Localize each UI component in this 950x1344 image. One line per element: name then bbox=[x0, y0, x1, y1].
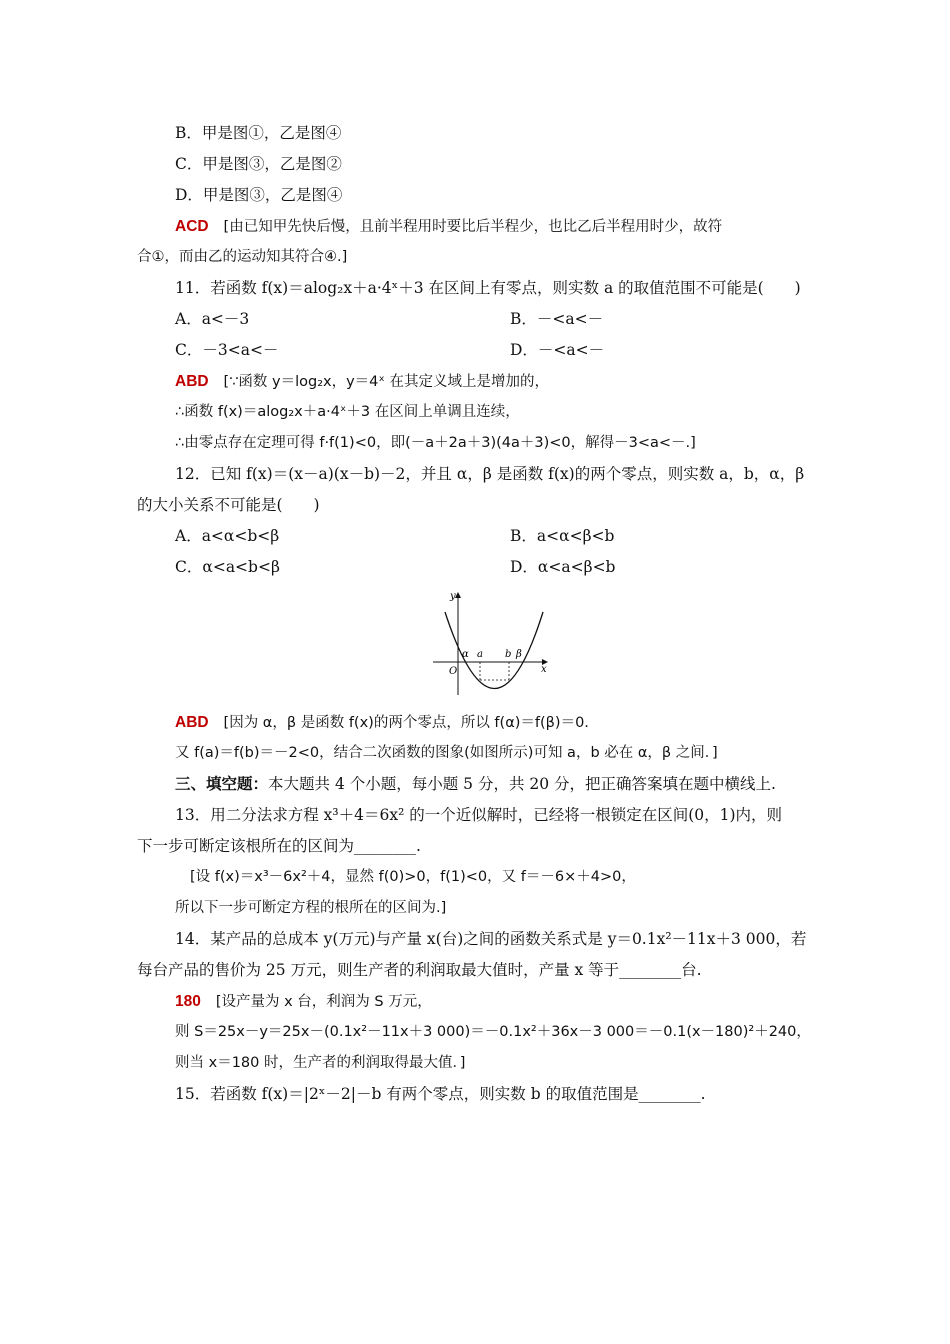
q12-stem-1: 12．已知 f(x)＝(x－a)(x－b)－2，并且 α，β 是函数 f(x)的两个零点，则实数 a，b，α，β bbox=[175, 465, 805, 483]
q12-option-a: A．a<α<b<β bbox=[175, 527, 280, 545]
q11-explain-1: [∵函数 y＝log₂x，y＝4ˣ 在其定义域上是增加的， bbox=[223, 374, 549, 390]
q11-option-d: D．－<a<－ bbox=[510, 341, 605, 359]
q11-option-a: A．a<－3 bbox=[175, 310, 250, 328]
parabola-graph bbox=[425, 585, 555, 700]
section-3-heading bbox=[175, 773, 776, 795]
q12-stem-2: 的大小关系不可能是( ) bbox=[137, 496, 320, 514]
q13-explain-2: 所以下一步可断定方程的根所在的区间为.] bbox=[175, 900, 447, 916]
q14-explain-2: 则 S＝25x－y＝25x－(0.1x²－11x＋3 000)＝－0.1x²＋36x－3 000＝－0.1(x－180)²＋240， bbox=[175, 1024, 811, 1040]
q12-explain-2: 又 f(a)＝f(b)＝－2<0，结合二次函数的图象(如图所示)可知 a，b 必在 α，β 之间．] bbox=[175, 745, 718, 761]
section-3-title: 三、填空题： bbox=[175, 774, 269, 793]
q11-answer: ABD bbox=[175, 373, 209, 390]
q14-stem-1: 14．某产品的总成本 y(万元)与产量 x(台)之间的函数关系式是 y＝0.1x²－11x＋3 000，若 bbox=[175, 930, 807, 948]
q11-stem: 11．若函数 f(x)＝alog₂x＋a·4ˣ＋3 在区间上有零点，则实数 a 的取值范围不可能是( ) bbox=[175, 279, 801, 297]
q10-option-d: D．甲是图③，乙是图④ bbox=[175, 186, 343, 204]
origin-label: O bbox=[449, 666, 458, 677]
alpha-label: α bbox=[462, 649, 469, 660]
q14-explain-3: 则当 x＝180 时，生产者的利润取得最大值．] bbox=[175, 1055, 466, 1071]
q10-explain-2: 合①，而由乙的运动知其符合④.] bbox=[137, 249, 348, 265]
x-label: x bbox=[541, 664, 547, 675]
q10-option-b: B．甲是图①，乙是图④ bbox=[175, 124, 342, 142]
q12-answer-line bbox=[175, 711, 589, 734]
q12-option-b: B．a<α<β<b bbox=[510, 527, 615, 545]
q14-answer-line bbox=[175, 990, 432, 1013]
q15-stem: 15．若函数 f(x)＝|2ˣ－2|－b 有两个零点，则实数 b 的取值范围是________. bbox=[175, 1085, 706, 1103]
q11-option-c: C．－3<a<－ bbox=[175, 341, 279, 359]
q14-explain-1: [设产量为 x 台，利润为 S 万元， bbox=[215, 994, 432, 1010]
q13-stem-2: 下一步可断定该根所在的区间为________. bbox=[137, 837, 421, 855]
q11-option-b: B．－<a<－ bbox=[510, 310, 604, 328]
q14-answer: 180 bbox=[175, 993, 201, 1010]
q10-answer: ACD bbox=[175, 218, 209, 235]
q12-explain-1: [因为 α，β 是函数 f(x)的两个零点，所以 f(α)＝f(β)＝0. bbox=[223, 715, 589, 731]
q10-answer-line bbox=[175, 215, 722, 238]
q10-explain-1: [由已知甲先快后慢，且前半程用时要比后半程少，也比乙后半程用时少，故符 bbox=[223, 219, 723, 235]
parabola-curve bbox=[445, 612, 543, 689]
q12-option-d: D．α<a<β<b bbox=[510, 558, 616, 576]
b-label: b bbox=[505, 649, 512, 660]
beta-label: β bbox=[516, 649, 522, 660]
q13-explain-1: [设 f(x)＝x³－6x²＋4，显然 f(0)>0，f(1)<0，又 f＝－6×＋4>0， bbox=[190, 869, 636, 885]
q13-stem-1: 13．用二分法求方程 x³＋4＝6x² 的一个近似解时，已经将一根锁定在区间(0，1)内，则 bbox=[175, 806, 783, 824]
q12-option-c: C．α<a<b<β bbox=[175, 558, 280, 576]
q14-stem-2: 每台产品的售价为 25 万元，则生产者的利润取最大值时，产量 x 等于________台. bbox=[137, 961, 702, 979]
a-label: a bbox=[477, 649, 483, 660]
y-label: y bbox=[450, 591, 456, 602]
section-3-text: 本大题共 4 个小题，每小题 5 分，共 20 分，把正确答案填在题中横线上. bbox=[268, 775, 776, 793]
q12-answer: ABD bbox=[175, 714, 209, 731]
q11-explain-3: ∴由零点存在定理可得 f·f(1)<0，即(－a＋2a＋3)(4a＋3)<0，解得－3<a<－.] bbox=[175, 435, 696, 451]
q11-explain-2: ∴函数 f(x)＝alog₂x＋a·4ˣ＋3 在区间上单调且连续， bbox=[175, 404, 520, 420]
q10-option-c: C．甲是图③，乙是图② bbox=[175, 155, 342, 173]
q11-answer-line bbox=[175, 370, 549, 393]
